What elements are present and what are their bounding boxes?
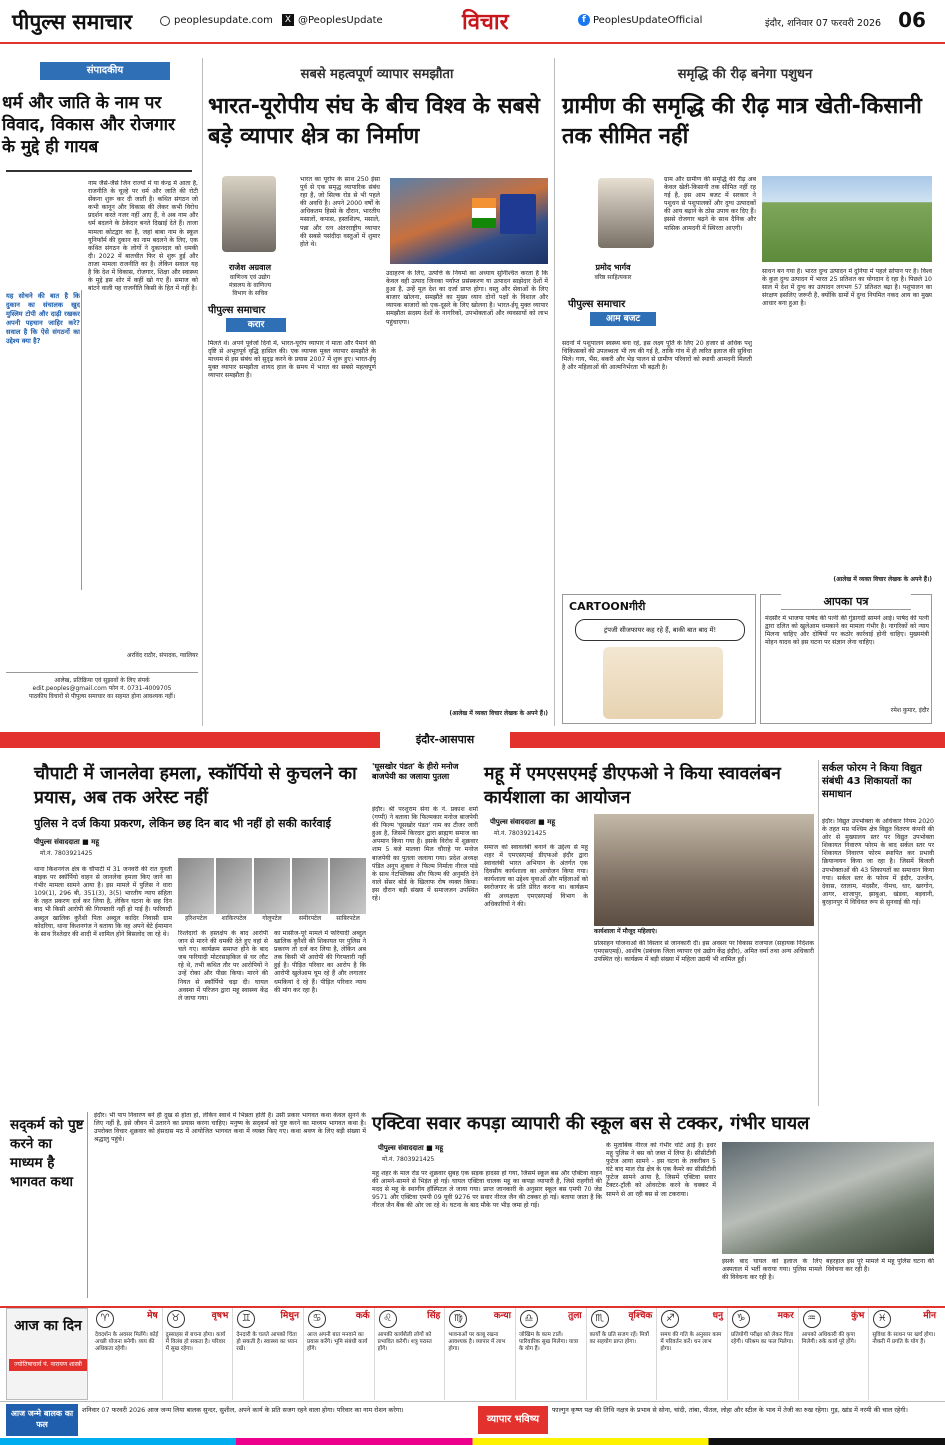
agri-author-title: वरिष्ठ साहित्यकार xyxy=(594,274,632,281)
rashi-singh xyxy=(375,1308,446,1400)
letter-body: मंदसौर में भाजपा पार्षद की पत्नी की गुंडागर्दी सामने आई। पार्षद की पत्नी द्वारा दलित को खुलेआम धमकाने का मामला गंभीर है। नागरिकों को न्याय मिलना चाहिए और दोषियों पर कठोर कार्रवाई होनी चाहिए। मुख्यमंत्री मोहन यादव को इस घटना पर संज्ञान लेना चाहिए। xyxy=(765,615,929,647)
accused-photo-2 xyxy=(216,858,252,914)
rashi-name: वृश्चिक xyxy=(628,1311,653,1321)
agri-body-3: साधन बन गया है। भारत दुग्ध उत्पादन में दुनिया में पहले सोपान पर है। विश्व के कुल दुग्ध उत्पादन में भारत 25 प्रतिशत का योगदान दे रहा है। पिछले 10 साल में देश में दुग्ध का उत्पादन लगभग 57 प्रतिशत बढ़ा है। पशुपालन का संरक्षण इसलिए जरूरी है, क्योंकि ग्रामों में दुग्ध नियमित नकद आय का मुख्य आधार बना हुआ है। xyxy=(762,268,932,308)
rashi-text: आपको अधिकारी की कृपा मिलेगी। रुके कार्य पूरे होंगे। xyxy=(801,1332,856,1346)
rashi-name: कन्या xyxy=(493,1311,511,1321)
website-icon xyxy=(160,16,170,26)
editorial-body: नाम जैसे-जैसे जिन राज्यों में या केन्द्र में आता है, राजनीति के चूल्हे पर धर्म और जाति की रोटी सेंकना शुरू कर दी जाती है। कथित संगठन जो कभी कानून और विकास की लेकर कभी विरोध प्रदर्शन करते नजर नहीं आए हैं, वे अब नाम और धर्म बदलने के ठेकेदार बनते दिखाई देते हैं। ताजा मामला कोटद्वार का है, जहां बाबा नाम के स्कूल यूनिफॉर्म की दुकान का नाम बदलने के लिए, एक कथित संगठन के लोगों ने दुकानदार को धमकी दी। 2022 में बातचीत फिर से शुरू हुई और ताजा मामला राजनीति का है। लेकिन सवाल यह है कि देश में विकास, रोजगार, शिक्षा और स्वास्थ्य के मुद्दे इस शोर में कहीं खो गए हैं। समाज को बांटने वाली यह राजनीति किसी के हित में नहीं है। xyxy=(88,180,198,293)
editorial-divider xyxy=(6,170,192,172)
rashi-text: जोखिम के काम टालें। पारिवारिक सुख मिलेगा। यात्रा के योग हैं। xyxy=(518,1332,579,1353)
tula-symbol-icon: ♎ xyxy=(520,1310,538,1328)
agri-kicker: समृद्धि की रीढ़ बनेगा पशुधन xyxy=(560,64,930,86)
vidyut-headline: सर्कल फोरम ने किया विद्युत संबंधी 43 शिकायतों का समाधान xyxy=(822,763,922,800)
cartoon-title: CARTOONगीरी xyxy=(569,600,646,613)
rashi-text: भावनाओं पर काबू रखना आवश्यक है। व्यापार में लाभ होगा। xyxy=(448,1332,506,1353)
bus-body-3: इसके बाद घायल को इलाज के लिए अस्पताल में भर्ती कराया गया। पुलिस मामले की विवेचना कर रही है। xyxy=(722,1258,822,1282)
editorial-contact xyxy=(6,672,198,722)
rashi-name: मकर xyxy=(777,1311,794,1321)
trade-mini-logo: पीपुल्स समाचार xyxy=(208,305,266,316)
chaupati-body-1: थाना किशनगंज क्षेत्र के चौपाटी में 31 जनवरी की रात युवती बाइक पर स्कॉर्पियो वाहन से जानलेवा हमला किए जाने का गंभीर मामला सामने आया है। इस मामले में पुलिस ने धारा 109(1), 296 बी, 351(3), 3(5) भारतीय न्याय संहिता के तहत प्रकरण दर्ज कर लिया है, लेकिन घटना के छह दिन बाद भी किसी आरोपी की गिरफ्तारी नहीं हो पाई है। फरियादी अब्दुल खालिक कुरैशी पिता अब्दुल कादिर निवासी ग्राम कोदरिया, थाना किशनगंज ने बताया कि वह अपने बेटे ईमामान के साथ रिश्तेदार की शादी में शामिल होने बिसलोद जा रहे थे। xyxy=(34,866,172,938)
twitter-handle[interactable]: @PeoplesUpdate xyxy=(298,15,383,26)
msme-photo-caption: कार्यशाला में मौजूद महिलाएं। xyxy=(594,928,658,935)
accused-photo-5 xyxy=(330,858,366,914)
business-title: व्यापार भविष्य xyxy=(478,1406,548,1434)
accused-photo-3 xyxy=(254,858,290,914)
trade-body-1: भारत का यूरोप के साथ 250 ईसा पूर्व से एक समृद्ध व्यापारिक संबंध रहा है, जो सिल्क रोड से भी पहले की अवधि है। अपने 2000 वर्षों के अधिकतम हिस्से के दौरान, भारतीय मसालों, कपास, हस्तशिल्प, मसाले, पन्ना और रत्न अंतरराष्ट्रीय व्यापार की सबसे पसंदीदा वस्तुओं में शुमार होते थे। xyxy=(300,176,380,248)
rashi-name: तुला xyxy=(568,1311,582,1321)
rashi-name: वृषभ xyxy=(211,1311,229,1321)
facebook-handle[interactable]: PeoplesUpdateOfficial xyxy=(593,15,703,26)
agri-author-photo xyxy=(598,178,654,248)
rashi-name: मेष xyxy=(147,1311,158,1321)
accused-caption-5: साबिरपटेल xyxy=(336,915,360,922)
column-divider-2 xyxy=(554,58,555,726)
eu-flag xyxy=(500,194,536,234)
website-link[interactable]: peoplesupdate.com xyxy=(174,15,273,26)
chaupati-headline: चौपाटी में जानलेवा हमला, स्कॉर्पियो से कुचलने का प्रयास, अब तक अरेस्ट नहीं xyxy=(34,764,357,808)
rashi-text: कार्यों के प्रति सजग रहें। मित्रों का सहयोग प्राप्त होगा। xyxy=(589,1332,649,1346)
letter-box xyxy=(760,594,932,724)
trade-kicker: सबसे महत्वपूर्ण व्यापार समझौता xyxy=(206,64,548,86)
born-today-box: आज जन्मे बालक का फल xyxy=(6,1404,78,1436)
accused-caption-1: हरिशपटेल xyxy=(185,915,207,922)
agri-body-1: ग्राम और ग्रामीण की समृद्धि की रीढ़ अब केवल खेती-किसानी तक सीमित नहीं रह गई है, इस आम बजट में सरकार ने पशुधन से पशुपालकों और दुग्ध उत्पादकों की आय बढ़ाने के ठोस उपाय कर दिए हैं। इससे रोजगार बढ़ने के साथ दैनिक और मासिक आमदनी में स्थिरता आएगी। xyxy=(664,176,756,232)
agri-headline: ग्रामीण की समृद्धि की रीढ़ मात्र खेती-किसानी तक सीमित नहीं xyxy=(562,94,922,149)
msme-mobile: मो.नं. 7803921425 xyxy=(494,830,547,837)
trade-author-title-3: विभाग के सचिव xyxy=(232,290,268,297)
letter-signature: रमेश कुमार, इंदौर xyxy=(890,707,929,714)
trade-author-photo xyxy=(222,176,276,252)
kanya-symbol-icon: ♍ xyxy=(449,1310,467,1328)
mithun-symbol-icon: ♊ xyxy=(237,1310,255,1328)
bus-body-1: महू शहर के माल रोड पर शुक्रवार सुबह एक सड़क हादसा हो गया, जिसमें स्कूल बस और एक्टिवा वाहन की आमने-सामने से भिड़ंत हो गई। घायल एक्टिवा चालक महू का कपड़ा व्यापारी है, जिसे राहगीरों की मदद से महू के स्थानीय हॉस्पिटल ले जाया गया। प्राप्त जानकारी के अनुसार स्कूल बस एमपी 70 जेड 9571 और एक्टिवा एमपी 09 यूवी 9276 पर सवार नीरज जैन की टक्कर हो गई। बताया जाता है कि नीरज जैन बैंक की ओर जा रहे थे। घटना के बाद मौके पर भीड़ जमा हो गई। xyxy=(372,1170,602,1210)
rashi-name: कुंभ xyxy=(851,1311,865,1321)
accused-photo-4 xyxy=(292,858,328,914)
trade-author-title-2: मंत्रालय के वाणिज्य xyxy=(228,282,272,289)
bhagwat-title-box xyxy=(6,1112,88,1298)
rashi-name: मिथुन xyxy=(280,1311,299,1321)
rashi-text: सुविधा के साधन पर खर्च होगा। नौकरी में प्रगति के योग हैं। xyxy=(872,1332,936,1346)
rashi-vrishchik xyxy=(587,1308,658,1400)
agri-label: आम बजट xyxy=(590,312,656,326)
trade-body-2: मिलते थे। अपने पूर्वजों दिनों में, भारत-यूरोप व्यापार ने माता और पैमाने की दृष्टि से अभूतपूर्व वृद्धि हासिल की। एक व्यापक मुक्त व्यापार समझौते के माध्यम से इस संबंध को सुदृढ़ करने के प्रयास 2007 में शुरू हुए। भारत-ईयू मुक्त व्यापार समझौता शायद हाल के समय में भारत का सबसे महत्वपूर्ण व्यापार समझौता है। xyxy=(208,340,376,380)
rashi-mithun xyxy=(233,1308,304,1400)
rashi-kumbh xyxy=(799,1308,870,1400)
chaupati-byline: पीपुल्स संवाददाता ■ महू xyxy=(34,838,100,846)
bus-mobile: मो.नं. 7803921425 xyxy=(382,1156,435,1163)
business-text: फाल्गुन कृष्ण पक्ष की तिथि नक्षत्र के प्रभाव से सोना, चांदी, तांबा, पीतल, लोहा और स्टील के भाव में तेजी का रुख रहेगा। गुड़, खांड में नरमी की चाल रहेगी। xyxy=(552,1406,908,1414)
bus-cctv-photo xyxy=(722,1142,934,1254)
letter-title: आपका पत्र xyxy=(781,594,911,610)
rashi-mesh xyxy=(92,1308,163,1400)
singh-symbol-icon: ♌ xyxy=(379,1310,397,1328)
agri-body-2: सदनों में पशुपालन स्वस्थ्य बना रहे, इस लक्ष्य पूर्ति के लिए 20 हजार से अधिक पशु चिकित्सकों की उपलब्धता भी तय की गई है, ताकि गांव में ही त्वरित इलाज की सुविधा मिले। गाय, भैंस, बकरी और भेड़ पालन से ग्रामीण परिवारों को स्थायी आमदनी मिलती है और महिलाओं की आत्मनिर्भरता भी बढ़ती है। xyxy=(562,340,752,372)
mesh-symbol-icon: ♈ xyxy=(96,1310,114,1328)
rashi-vrishabh xyxy=(163,1308,234,1400)
msme-headline: महू में एमएसएमई डीएफओ ने किया स्वावलंबन कार्यशाला का आयोजन xyxy=(484,764,781,808)
agri-mini-logo: पीपुल्स समाचार xyxy=(568,299,626,310)
msme-byline: पीपुल्स संवाददाता ■ महू xyxy=(490,818,556,826)
dateline: इंदौर, शनिवार 07 फरवरी 2026 xyxy=(765,18,882,29)
vrishabh-symbol-icon: ♉ xyxy=(167,1310,185,1328)
accused-caption-2: शाकिरपटेल xyxy=(221,915,247,922)
rashi-name: कर्क xyxy=(355,1311,370,1321)
bhagwat-title: सद्कर्म को पुष्ट करने का माध्यम है भागवत कथा xyxy=(10,1117,84,1190)
rashi-text: समय की गति के अनुसार काम में परिवर्तन करें। धन लाभ होगा। xyxy=(660,1332,722,1353)
trade-author-name: राजेश अग्रवाल xyxy=(228,263,272,272)
cartoon-drawing xyxy=(603,647,723,719)
india-flag xyxy=(472,198,496,228)
chaupati-mobile: मो.नं. 7803921425 xyxy=(40,850,93,857)
kumbh-symbol-icon: ♒ xyxy=(803,1310,821,1328)
rashi-meen xyxy=(869,1308,940,1400)
trade-label: करार xyxy=(226,318,286,332)
page-number: 06 xyxy=(893,4,931,36)
contact-line-3: पाठकीय विचारों से पीपुल्स समाचार का सहमत होना आवश्यक नहीं। xyxy=(28,693,176,700)
sudama-kicker: 'घूसखोर पंडत' के हीरो मनोज बाजपेयी का जलाया पुतला xyxy=(372,762,459,781)
kark-symbol-icon: ♋ xyxy=(308,1310,326,1328)
masthead-logo: पीपुल्स समाचार xyxy=(12,9,133,34)
contact-line-1: आलेख, प्रतिक्रिया एवं सुझावों के लिए संपर्क xyxy=(54,677,150,684)
trade-footer: (आलेख में व्यक्त विचार लेखक के अपने हैं।) xyxy=(449,710,548,717)
accused-caption-4: समीरपटेल xyxy=(298,915,322,922)
msme-photo xyxy=(594,814,814,926)
rashi-name: सिंह xyxy=(427,1311,441,1321)
rashi-name: धनु xyxy=(712,1311,723,1321)
rashi-text: प्रतियोगी परीक्षा को लेकर चिंता रहेगी। परिश्रम का फल मिलेगा। xyxy=(730,1332,794,1346)
cartoon-box xyxy=(562,594,756,724)
trade-photo-port xyxy=(390,178,548,264)
rashi-text: देवदर्शन के अवसर मिलेंगे। कोई अच्छी योजना बनेगी। व्यय की अधिकता रहेगी। xyxy=(95,1332,159,1353)
masthead xyxy=(0,0,945,44)
chaupati-body-3: का मासीज-पूरे मामले में फरियादी अब्दुल खालिक कुरैशी की शिकायत पर पुलिस ने प्रकरण तो दर्ज कर लिया है, लेकिन अब तक किसी भी आरोपी की गिरफ्तारी नहीं हुई है। पीड़ित परिवार का आरोप है कि आरोपी खुलेआम घूम रहे हैं और लगातार धमकियां दे रहे हैं। पीड़ित परिवार न्याय की मांग कर रहा है। xyxy=(274,930,366,994)
rashifal-note: ज्योतिषाचार्य पं. नारायण शास्त्री xyxy=(9,1359,87,1371)
meen-symbol-icon: ♓ xyxy=(873,1310,891,1328)
vrishchik-symbol-icon: ♏ xyxy=(591,1310,609,1328)
bus-body-2: के मुताबिक नीरज को गंभीर चोटें आई हैं। इधर महू पुलिस ने बस को जब्त में लिया है। सीसीटीवी फुटेज आया सामने - इस घटना के तकरीबन 5 घंटे बाद माल रोड क्षेत्र के एक कैमरे का सीसीटीवी फुटेज सामने आया है, जिसमें एक्टिवा सवार टैक्टर-ट्रॉली को ओवरटेक करने के चक्कर में सामने से आ रही बस से जा टकराया। xyxy=(606,1142,716,1198)
dhanu-symbol-icon: ♐ xyxy=(661,1310,679,1328)
rashi-tula xyxy=(516,1308,587,1400)
msme-body-1: समाज को स्वावलंबी बनाने के उद्देश्य से महू शहर में एमएसएमई डीएफओ इंदौर द्वारा स्वावलंबी भारत अभियान के अंतर्गत एक दिवसीय कार्यशाला का आयोजन किया गया। कार्यशाला का उद्देश्य युवाओं और महिलाओं को स्वरोजगार के प्रति प्रेरित करना था। कार्यक्रम की अध्यक्षता एमएसएमई विभाग के अधिकारियों ने की। xyxy=(484,844,588,908)
column-divider xyxy=(202,58,203,726)
bus-side-caption: बहरहाल इस पूरे मामले में महू पुलिस घटना की विवेचना कर रही है। xyxy=(826,1258,934,1274)
rashi-text: आज अपनी बात मनवाने का प्रयास करेंगे। भूमि संबंधी कार्य होंगे। xyxy=(306,1332,368,1353)
cmyk-strip xyxy=(0,1438,945,1445)
rashi-kanya xyxy=(445,1308,516,1400)
editorial-signature: अरविंद राठौर, संपादक, ग्वालियर xyxy=(126,652,198,659)
trade-author-title-1: वाणिज्य एवं उद्योग xyxy=(229,274,271,281)
cartoon-speech-bubble: ट्रंपजी सीजफायर कह रहे हैं, बाकी बात बाद में! xyxy=(575,619,745,641)
rashifal-grid xyxy=(92,1308,940,1400)
editorial-label: संपादकीय xyxy=(40,62,170,80)
editorial-headline: धर्म और जाति के नाम पर विवाद, विकास और रोजगार के मुद्दे ही गायब xyxy=(2,93,175,157)
rashi-kark xyxy=(304,1308,375,1400)
accused-caption-3: गोलूपटेल xyxy=(262,915,282,922)
rashi-makar xyxy=(728,1308,799,1400)
vidyut-body: इंदौर। विद्युत उपभोक्ता के अधिकार नियम 2020 के तहत मप्र पश्चिम क्षेत्र विद्युत वितरण कंपनी की ओर से मुख्यालय स्तर पर विद्युत उपभोक्ता शिकायत निवारण फोरम के बाद सर्कल स्तर पर शिकायत निवारण फोरम स्थापित कर प्रभावी क्रियान्वयन किया जा रहा है। जिसमें बिजली उपभोक्ताओं की 43 शिकायतों का समाधान किया गया। सर्कल स्तर के फोरम में इंदौर, उज्जैन, देवास, रतलाम, मंदसौर, नीमच, धार, खरगोन, आगर, शाजापुर, झाबुआ, खंडवा, बड़वानी, बुरहानपुर में विधिवत रूप से सुनवाई की गई। xyxy=(822,818,934,906)
facebook-icon: f xyxy=(578,14,590,26)
agri-author-name: प्रमोद भार्गव xyxy=(595,263,631,272)
agri-footer: (आलेख में व्यक्त विचार लेखक के अपने हैं।) xyxy=(833,576,932,583)
bhagwat-body: इंदौर। भी पाप निवारण बने ही दुख से होता हो, लेकिन स्वार्थ में भिन्नता होती है। उसी प्रकार भागवत कथा केवल सुनने के लिए नहीं है, इसे जीवन में उतारने का प्रयास करना चाहिए। मनुष्य के सद्कर्म को पुष्ट करने का माध्यम भागवत कथा है। उपरोक्त विचार शुक्रवार को हंसदास मठ में आयोजित भागवत कथा में व्यक्त किए गए। कथा श्रवण के लिए बड़ी संख्या में श्रद्धालु पहुंचे। xyxy=(94,1112,366,1144)
trade-body-3: उदाहरण के लिए, उत्पत्ति के नियमों का अध्याय सुनिश्चित करता है कि केवल वही उत्पाद जिनका पर्याप्त प्रसंस्करण या उत्पादन साझेदार देशों में हुआ है, उन्हें मूल देश का दर्जा प्राप्त होगा। वस्तु और सेवाओं के लिए बाजार खोलना, समझौते का मुख्य ध्यान दोनों पक्षों के विशाल और व्यापक बाजारों को एक-दूसरे के लिए खोलना है। भारत-ईयू मुक्त व्यापार समझौता सदस्य देशों के नागरिकों, उपभोक्ताओं और व्यवसायों को लाभ पहुंचाएगा। xyxy=(386,270,548,326)
chaupati-photos xyxy=(178,858,366,924)
contact-line-2[interactable]: edit.peoples@gmail.com फोन नं. 0731-4009705 xyxy=(32,685,172,692)
rashifal-title: आज का दिन xyxy=(14,1318,82,1334)
rashifal-title-box xyxy=(6,1308,88,1400)
trade-headline: भारत-यूरोपीय संघ के बीच विश्व के सबसे बड़े व्यापार क्षेत्र का निर्माण xyxy=(208,94,540,149)
msme-body-2: प्रोत्साहन योजनाओं की विस्तार से जानकारी दी। इस अवसर पर विकास राजपाल (सहायक निदेशक एमएसएमई), आशीष (प्रबंधक जिला व्यापार एवं उद्योग केंद्र इंदौर), अमित वर्मा तथा अन्य अधिकारी उपस्थित रहे। कार्यक्रम में बड़ी संख्या में महिला उद्यमी भी शामिल हुईं। xyxy=(594,940,814,964)
accused-photo-1 xyxy=(178,858,214,914)
chaupati-body-2: रिश्तेदारों के हस्तक्षेप के बाद आरोपी जान से मारने की धमकी देते हुए वहां से चले गए। कार्यक्रम समाप्त होने के बाद जब फरियादी मोटरसाइकिल से घर लौट रहे थे, तभी कथित तौर पर आरोपियों ने उन्हें रोका और पीछा किया। मारने की नियत से स्कॉर्पियो चढ़ा दी। घायल अवस्था में परिजन द्वारा महू स्वास्थ्य केंद्र ले जाया गया। xyxy=(178,930,268,1002)
column-divider-3 xyxy=(818,760,819,1106)
born-today-text: शनिवार 07 फरवरी 2026 आज जन्म लिया बालक सुन्दर, सुशील, अपने कार्य के प्रति सजग रहने वाला होगा। परिवार का नाम रोशन करेगा। xyxy=(82,1406,404,1414)
agri-photo-cattle xyxy=(762,176,932,262)
chaupati-subhead: पुलिस ने दर्ज किया प्रकरण, लेकिन छह दिन बाद भी नहीं हो सकी कार्रवाई xyxy=(34,817,331,830)
rashi-text: देनदारी के चलते आपको चिंता हो सकती है। स्वास्थ्य का ध्यान रखें। xyxy=(236,1332,298,1353)
section-bar-label: इंदौर-आसपास xyxy=(380,731,510,749)
bus-byline: पीपुल्स संवाददाता ■ महू xyxy=(378,1144,444,1152)
rashi-text: आपकी कार्यशैली लोगों को प्रभावित करेगी। शत्रु परास्त होंगे। xyxy=(377,1332,432,1353)
rashi-dhanu xyxy=(657,1308,728,1400)
sudama-body: इंदौर। श्री परशुराम सेना के नं. प्रकाश शर्मा (गप्पी) ने बताया कि फिल्मकार मनोज बाजपेयी की फिल्म 'घूसखोर पंडत' नाम का टीजर जारी हुआ है, जिसमें किरदार द्वारा ब्राह्मण समाज का अपमान किया गया है। इसके विरोध में शुक्रवार शाम 5 बजे मालवा मिल चौराहे पर मनोज बाजपेयी का पुतला जलाया गया। प्रदेश अध्यक्ष पंडित अनूप शुक्ला ने फिल्म निर्माता नीरज पांडे के साथ नेटफ्लिक्स और फिल्म की अनुमति देने वाले सेंसर बोर्ड के खिलाफ रोष व्यक्त किया। इस दौरान बड़ी संख्या में समाजजन उपस्थित रहे। xyxy=(372,806,478,903)
twitter-icon: X xyxy=(282,14,294,26)
rashi-name: मीन xyxy=(923,1311,936,1321)
bus-headline: एक्टिवा सवार कपड़ा व्यापारी की स्कूल बस से टक्कर, गंभीर घायल xyxy=(372,1113,810,1134)
makar-symbol-icon: ♑ xyxy=(732,1310,750,1328)
editorial-side-text: यह सोचने की बात है कि दुकान का संचालक खुद मुस्लिम टोपी और दाढ़ी रखकर अपनी पहचान जाहिर करे? सवाल है कि ऐसे संगठनों का उद्देश्य क्या है? xyxy=(6,292,80,345)
rashi-text: दुस्साहस से बचना होगा। कार्य में विलंब हो सकता है। परिवार में सुख रहेगा। xyxy=(165,1332,226,1353)
section-title: विचार xyxy=(462,10,509,35)
